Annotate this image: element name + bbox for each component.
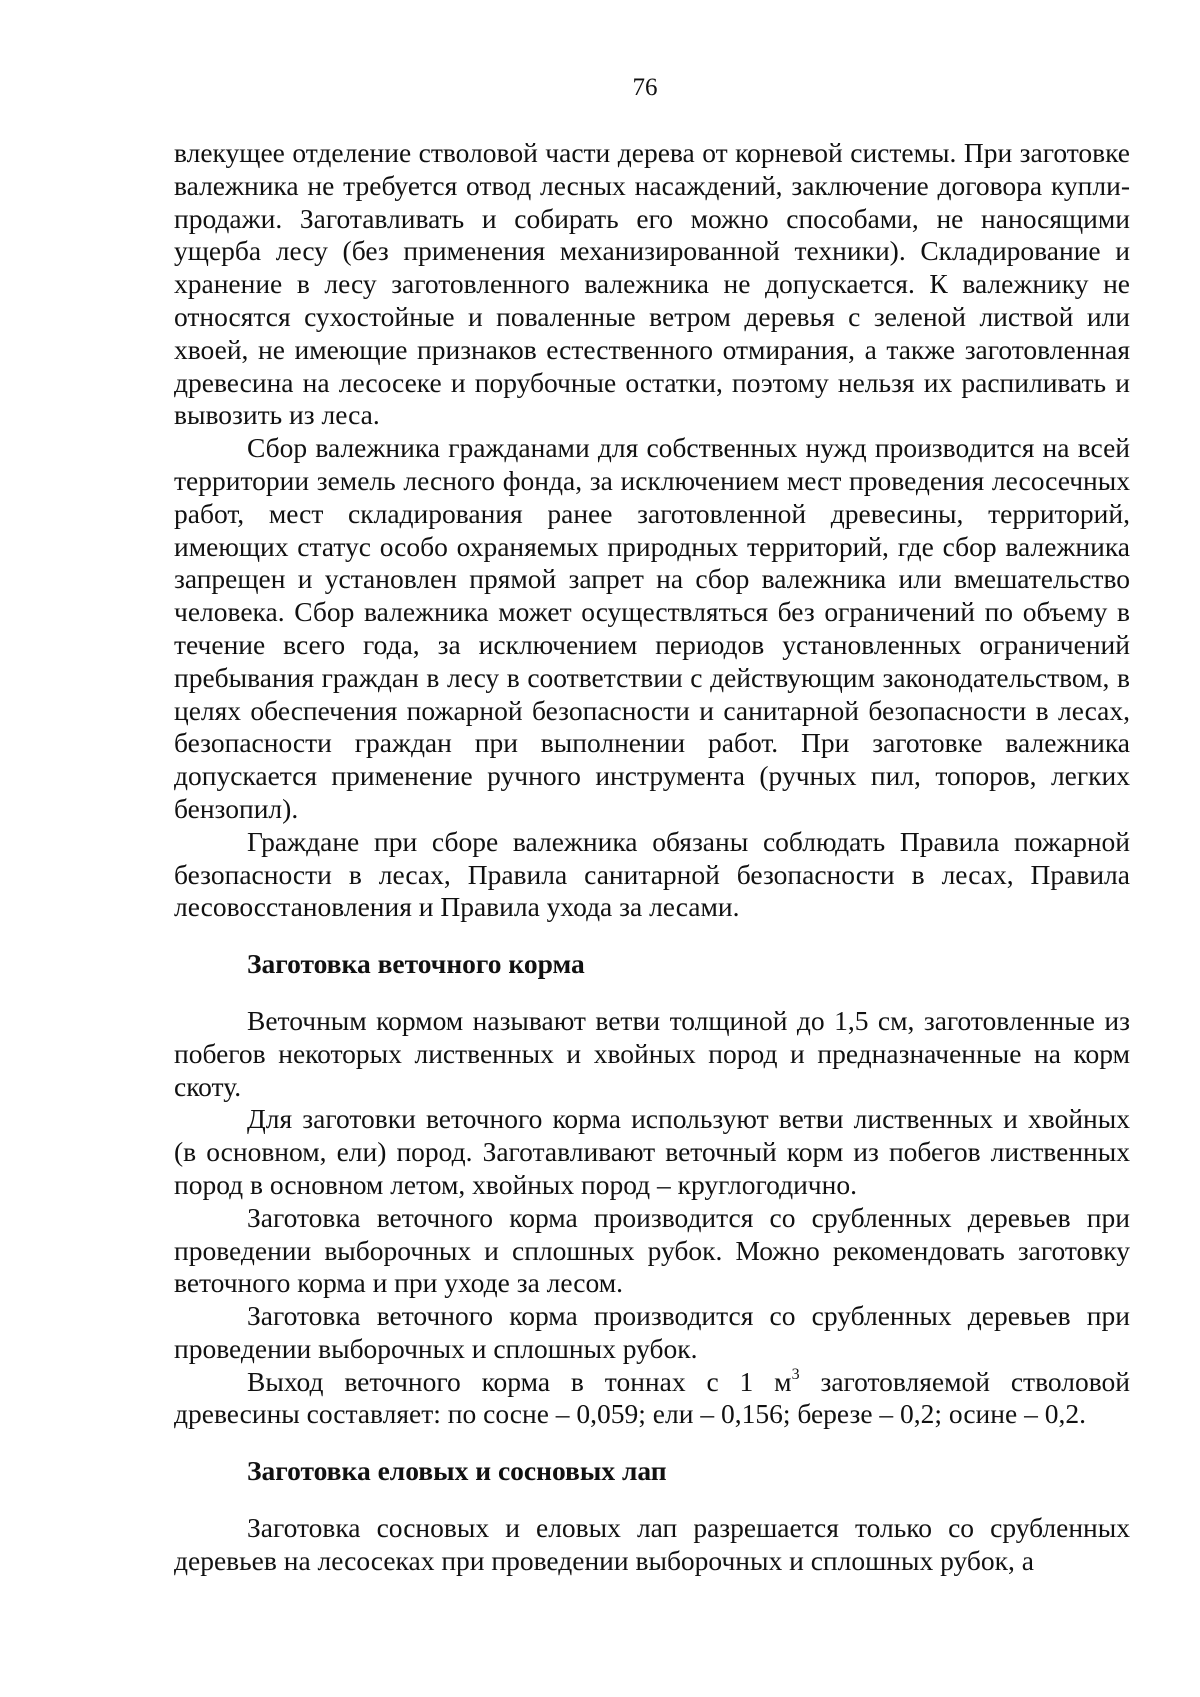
yield-text-start: Выход веточного корма в тоннах с 1 м: [247, 1365, 792, 1397]
section-heading-conifer-branches: Заготовка еловых и сосновых лап: [247, 1455, 667, 1487]
page-number: 76: [632, 74, 658, 101]
section-heading-branch-fodder: Заготовка веточного корма: [247, 948, 585, 980]
paragraph-deadwood-collection: Сбор валежника гражданами для собственных нужд производится на всей территории земель лесного фонда, за исключением мест проведения лесосечных работ, мест складирования ранее заготовленной древесины, территорий, имеющих статус особо охраняемых природных территорий, где сбор валежника запрещен и установлен прямой запрет на сбор валежника или вмешательство человека. Сбор валежника может осуществляться без ограничений по объему в течение всего года, за исключением периодов установленных ограничений пребывания граждан в лесу в соответствии с действующим законодательством, в целях обеспечения пожарной безопасности и санитарной безопасности в лесах, безопасности граждан при выполнении работ. При заготовке валежника допускается применение ручного инструмента (ручных пил, топоров, легких бензопил).: [174, 432, 1130, 824]
paragraph-deadwood-rules: Граждане при сборе валежника обязаны соблюдать Правила пожарной безопасности в лесах, Правила санитарной безопасности в лесах, Правила лесовосстановления и Правила ухода за лесами.: [174, 825, 1130, 923]
document-body: [174, 137, 1130, 1578]
cubic-superscript: 3: [791, 1365, 800, 1383]
paragraph-branch-fodder-harvest: Заготовка веточного корма производится со срубленных деревьев при проведении выборочных и сплошных рубок. Можно рекомендовать заготовку веточного корма и при уходе за лесом.: [174, 1201, 1130, 1299]
paragraph-branch-fodder-species: Для заготовки веточного корма используют ветви лиственных и хвойных (в основном, ели) пород. Заготавливают веточный корм из побегов лиственных пород в основном летом, хвойных пород – круглогодично.: [174, 1103, 1130, 1200]
paragraph-branch-fodder-definition: Веточным кормом называют ветви толщиной до 1,5 см, заготовленные из побегов некоторых лиственных и хвойных пород и предназначенные на корм скоту.: [174, 1004, 1130, 1102]
paragraph-branch-fodder-harvest-repeat: Заготовка веточного корма производится со срубленных деревьев при проведении выборочных и сплошных рубок.: [174, 1300, 1130, 1364]
paragraph-deadwood-definition: влекущее отделение стволовой части дерева от корневой системы. При заготовке валежника не требуется отвод лесных насаждений, заключение договора купли-продажи. Заготавливать и собирать его можно способами, не наносящими ущерба лесу (без применения механизированной техники). Складирование и хранение в лесу заготовленного валежника не допускается. К валежнику не относятся сухостойные и поваленные ветром деревья с зеленой листвой или хвоей, не имеющие признаков естественного отмирания, а также заготовленная древесина на лесосеке и порубочные остатки, поэтому нельзя их распиливать и вывозить из леса.: [174, 137, 1130, 431]
paragraph-branch-fodder-yield: [174, 1366, 1130, 1432]
paragraph-conifer-branches: Заготовка сосновых и еловых лап разрешается только со срубленных деревьев на лесосеках при проведении выборочных и сплошных рубок, а: [174, 1512, 1130, 1576]
yield-text-end: заготовляемой стволовой древесины составляет: по сосне – 0,059; ели – 0,156; березе – 0,2; осине – 0,2.: [174, 1365, 1130, 1430]
